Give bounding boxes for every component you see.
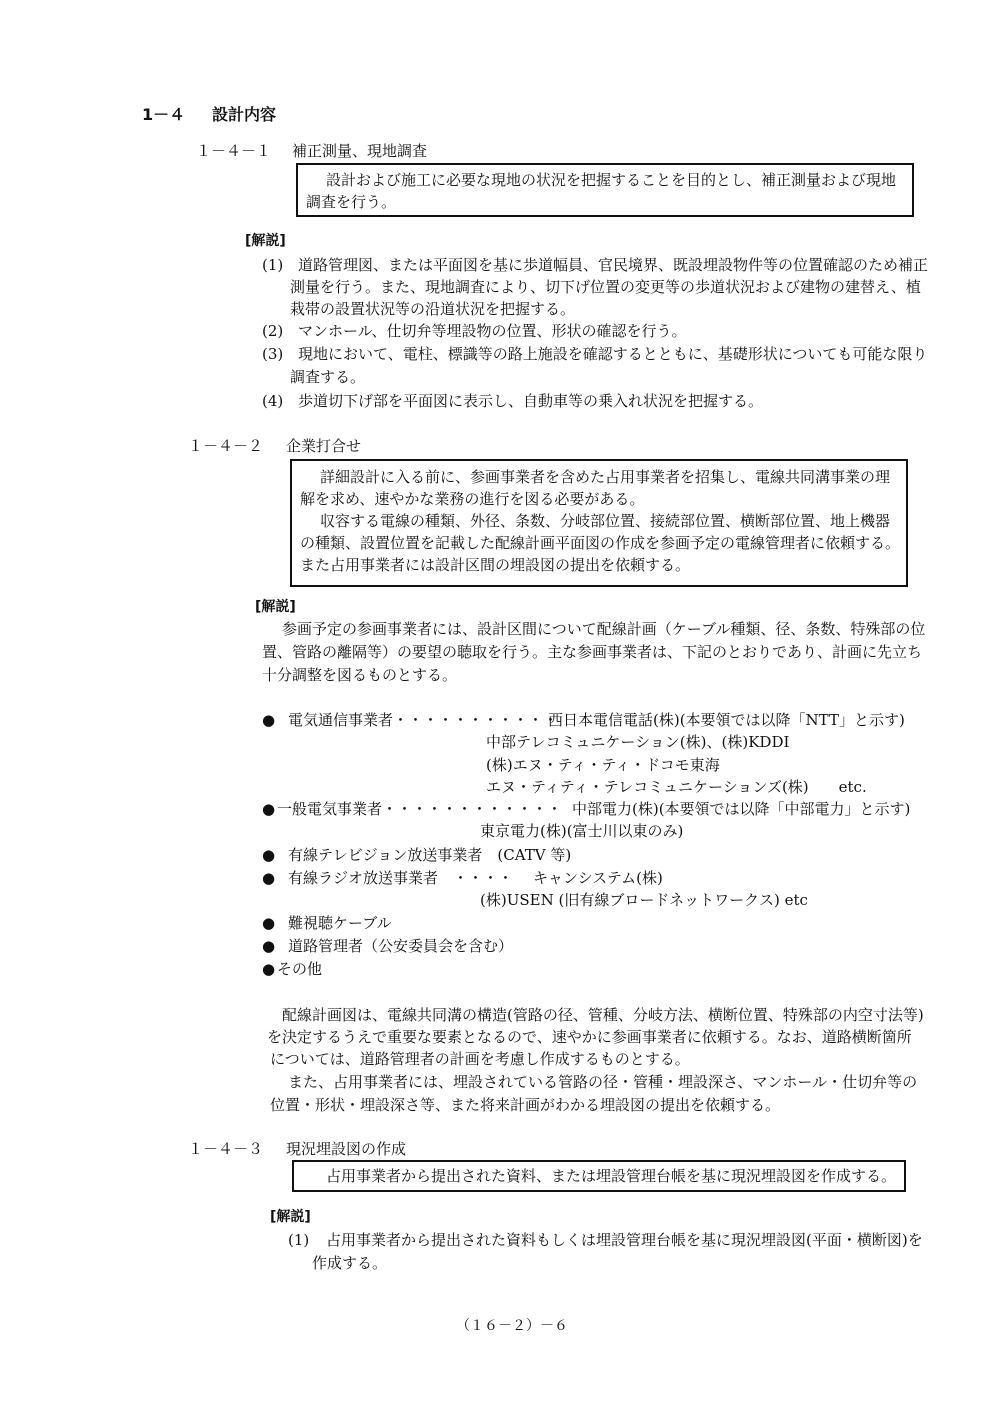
list-bullet: ●: [262, 711, 276, 729]
summary-box: [290, 459, 908, 587]
intro-text: 参画予定の参画事業者には、設計区間について配線計画（ケーブル種類、径、条数、特殊部の位: [282, 620, 926, 638]
commentary-label: [解説]: [270, 1209, 311, 1225]
list-detail: (株)USEN (旧有線ブロードネットワークス) etc: [480, 891, 808, 909]
intro-text: 置、管路の離隔等）の要望の聴取を行う。主な参画事業者は、下記のとおりであり、計画に先立ち: [262, 643, 923, 661]
summary-line: また占用事業者には設計区間の埋設図の提出を依頼する。: [300, 556, 691, 574]
item-number: (1): [262, 256, 284, 274]
item-text: 現地において、電柱、標識等の路上施設を確認するとともに、基礎形状についても可能な限り: [298, 345, 928, 363]
body-text: を決定するうえで重要な要素となるので、速やかに参画事業者に依頼する。なお、道路横断箇所: [267, 1028, 912, 1046]
list-detail: 中部テレコミュニケーション(株)、(株)KDDI: [486, 733, 790, 751]
summary-line: 詳細設計に入る前に、参画事業者を含めた占用事業者を招集し、電線共同溝事業の理: [320, 468, 891, 486]
subsection-number: １－４－１: [196, 142, 272, 160]
item-text: 占用事業者から提出された資料もしくは埋設管理台帳を基に現況埋設図(平面・横断図)を: [326, 1231, 923, 1249]
commentary-label: [解説]: [245, 233, 286, 249]
summary-box: [292, 1160, 906, 1192]
list-label: 有線テレビジョン放送事業者 (CATV 等): [288, 846, 572, 864]
item-number: (2): [262, 322, 284, 340]
subsection-title: 現況埋設図の作成: [286, 1140, 407, 1158]
list-bullet: ●: [262, 937, 276, 955]
item-text: 測量を行う。また、現地調査により、切下げ位置の変更等の歩道状況および建物の建替え、植: [290, 278, 921, 296]
summary-line: 解を求め、速やかな業務の進行を図る必要がある。: [300, 490, 645, 508]
list-label: 難視聴ケーブル: [288, 914, 392, 932]
summary-line: 調査を行う。: [306, 193, 397, 211]
summary-line: の種類、設置位置を記載した配線計画平面図の作成を参画予定の電線管理者に依頼する。: [300, 534, 901, 552]
list-label: その他: [277, 960, 323, 978]
body-text: また、占用事業者には、埋設されている管路の径・管種・埋設深さ、マンホール・仕切弁等の: [288, 1073, 918, 1091]
list-detail: 東京電力(株)(富士川以東のみ): [480, 822, 684, 840]
subsection-title: 企業打合せ: [286, 437, 362, 455]
item-number: (3): [262, 345, 284, 363]
list-detail: エヌ・ティティ・テレコミュニケーションズ(株) etc.: [486, 778, 867, 796]
summary-box: [296, 163, 914, 217]
section-number: 1－４: [142, 105, 186, 124]
item-text: 栽帯の設置状況等の沿道状況を把握する。: [290, 300, 576, 318]
list-bullet: ●: [262, 960, 276, 978]
item-text: 歩道切下げ部を平面図に表示し、自動車等の乗入れ状況を把握する。: [298, 392, 764, 410]
commentary-label: [解説]: [255, 599, 296, 615]
subsection-number: １－４－２: [188, 437, 264, 455]
page-number: （１６－２）－６: [456, 1318, 568, 1334]
subsection-number: １－４－３: [188, 1140, 264, 1158]
body-text: 配線計画図は、電線共同溝の構造(管路の径、管種、分岐方法、横断位置、特殊部の内空寸法等): [282, 1006, 924, 1024]
list-detail: (株)エヌ・ティ・ティ・ドコモ東海: [486, 756, 720, 774]
list-bullet: ●: [262, 869, 276, 887]
item-text: 作成する。: [312, 1254, 388, 1272]
summary-line: 占用事業者から提出された資料、または埋設管理台帳を基に現況埋設図を作成する。: [326, 1167, 897, 1185]
item-number: (4): [262, 392, 284, 410]
section-title: 設計内容: [212, 105, 277, 124]
list-label: 道路管理者（公安委員会を含む）: [288, 937, 514, 955]
body-text: については、道路管理者の計画を考慮し作成するものとする。: [270, 1050, 690, 1068]
body-text: 位置・形状・埋設深さ等、また将来計画がわかる埋設図の提出を依頼する。: [270, 1096, 781, 1114]
list-bullet: ●: [262, 914, 276, 932]
list-detail: 西日本電信電話(株)(本要領では以降「NTT」と示す): [548, 711, 905, 729]
item-text: 道路管理図、または平面図を基に歩道幅員、官民境界、既設埋設物件等の位置確認のため補正: [298, 256, 929, 274]
list-label: 有線ラジオ放送事業者 ・・・・: [288, 869, 514, 887]
list-detail: キャンシステム(株): [533, 869, 663, 887]
intro-text: 十分調整を図るものとする。: [262, 666, 458, 684]
list-bullet: ●: [262, 800, 276, 818]
list-bullet: ●: [262, 846, 276, 864]
item-number: (1): [288, 1231, 310, 1249]
summary-line: 収容する電線の種類、外径、条数、分岐部位置、接続部位置、横断部位置、地上機器: [320, 512, 891, 530]
list-label: 一般電気事業者・・・・・・・・・・・・: [277, 800, 563, 818]
item-text: 調査する。: [290, 368, 366, 386]
item-text: マンホール、仕切弁等埋設物の位置、形状の確認を行う。: [298, 322, 687, 340]
list-detail: 中部電力(株)(本要領では以降「中部電力」と示す): [572, 800, 911, 818]
list-label: 電気通信事業者・・・・・・・・・・・: [288, 711, 559, 729]
subsection-title: 補正測量、現地調査: [292, 142, 428, 160]
summary-line: 設計および施工に必要な現地の状況を把握することを目的とし、補正測量および現地: [326, 171, 897, 189]
